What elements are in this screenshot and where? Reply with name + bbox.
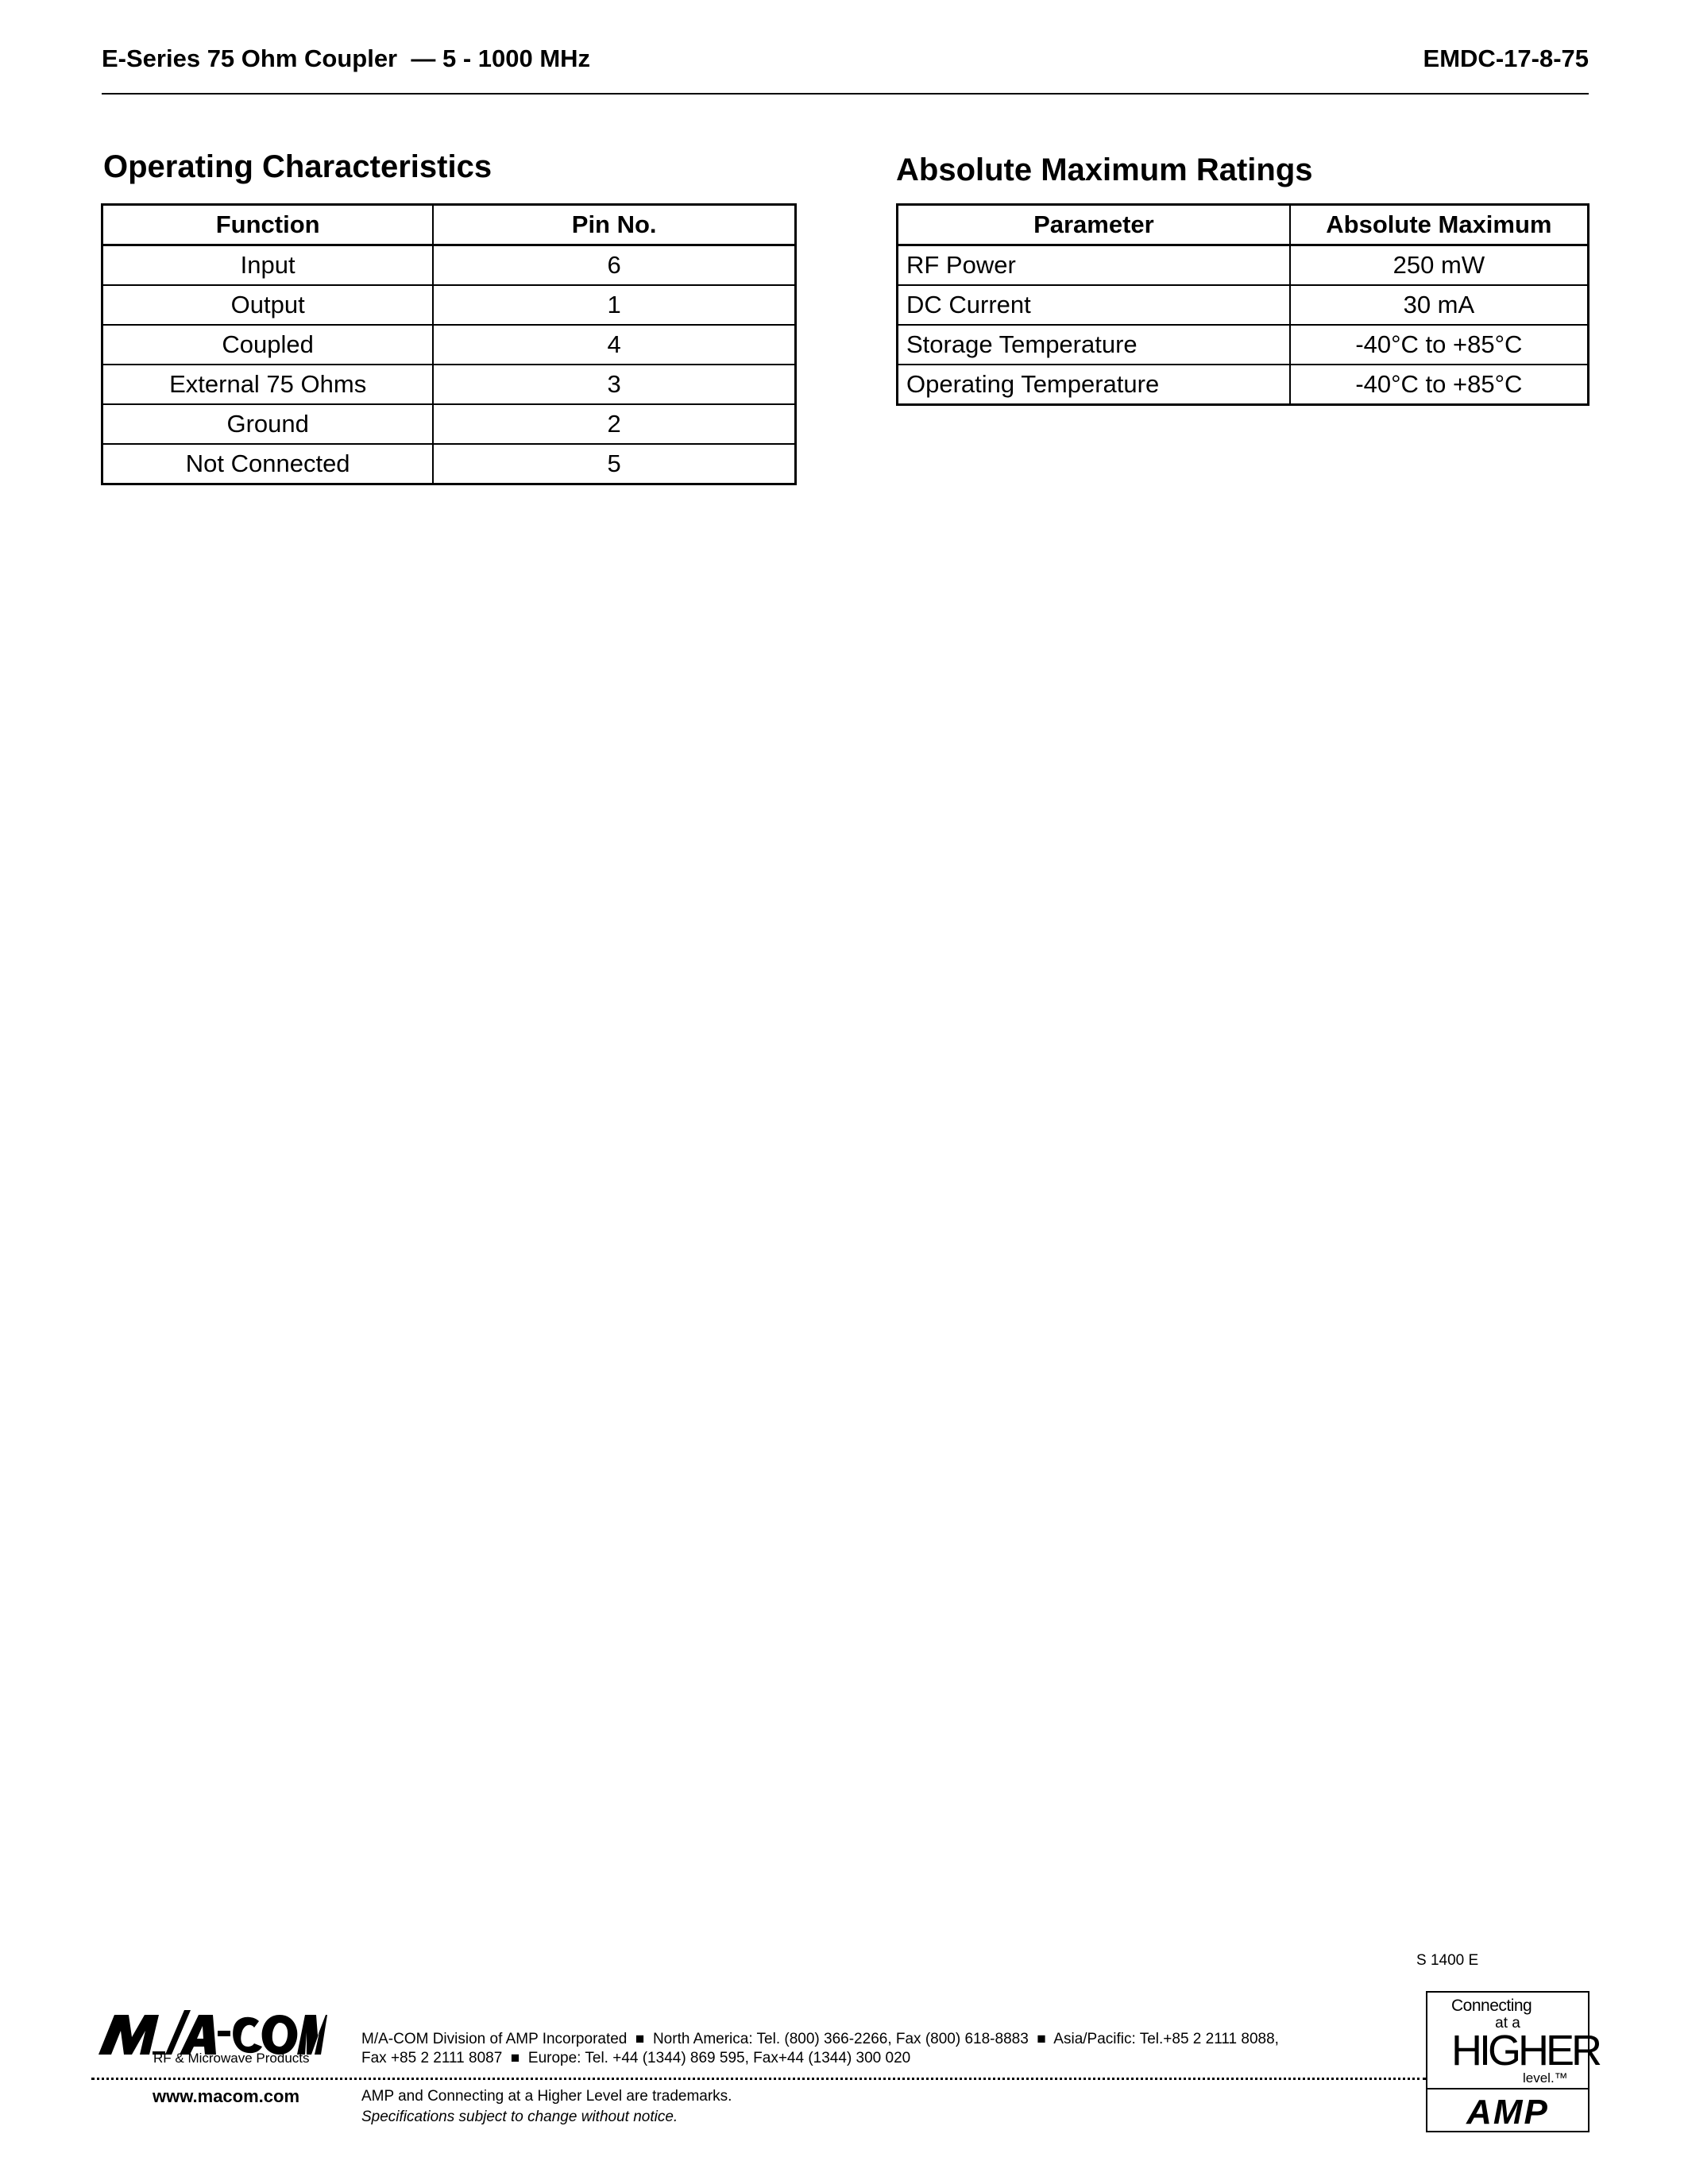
column-header-absolute-maximum: Absolute Maximum [1290,205,1589,245]
column-header-parameter: Parameter [898,205,1290,245]
function-cell: Ground [102,404,434,444]
pin-cell: 4 [433,325,795,365]
table-row [102,365,796,404]
address-line-1: M/A-COM Division of AMP Incorporated ■ North America: Tel. (800) 366-2266, Fax (800) 618-8883 ■ Asia/Pacific: Tel.+85 2 2111 8088, [361,2031,1279,2047]
table-row [898,325,1589,365]
pin-cell: 6 [433,245,795,286]
table-row [102,444,796,484]
specifications-notice: Specifications subject to change without notice. [361,2109,678,2125]
value-cell: 30 mA [1290,285,1589,325]
parameter-cell: Storage Temperature [898,325,1290,365]
value-cell: -40°C to +85°C [1290,325,1589,365]
function-cell: Coupled [102,325,434,365]
table-row [102,285,796,325]
trademark-notice: AMP and Connecting at a Higher Level are trademarks. [361,2088,732,2105]
function-cell: Not Connected [102,444,434,484]
absolute-maximum-ratings-table [896,203,1590,406]
pin-cell: 2 [433,404,795,444]
document-code: S 1400 E [1416,1952,1479,1969]
parameter-cell: DC Current [898,285,1290,325]
logo-subtitle: RF & Microwave Products [153,2051,310,2066]
logo-divider [1427,2088,1588,2089]
function-cell: External 75 Ohms [102,365,434,404]
logo-level-text: level.™ [1523,2070,1568,2086]
value-cell: -40°C to +85°C [1290,365,1589,405]
operating-characteristics-table [101,203,797,485]
table-row [102,245,796,286]
address-line-2: Fax +85 2 2111 8087 ■ Europe: Tel. +44 (1344) 869 595, Fax+44 (1344) 300 020 [361,2050,911,2066]
value-cell: 250 mW [1290,245,1589,286]
pin-cell: 1 [433,285,795,325]
function-cell: Input [102,245,434,286]
table-row [898,245,1589,286]
logo-connecting-text: Connecting [1451,1997,1532,2015]
amp-connecting-logo [1426,1991,1600,2132]
document-title: E-Series 75 Ohm Coupler — 5 - 1000 MHz [102,44,591,72]
table-row [898,365,1589,405]
parameter-cell: RF Power [898,245,1290,286]
amp-brand-text: AMP [1466,2093,1549,2132]
header-rule [102,93,1589,95]
absolute-maximum-ratings-title: Absolute Maximum Ratings [896,152,1313,187]
table-row [102,404,796,444]
website-link[interactable]: www.macom.com [153,2086,300,2106]
parameter-cell: Operating Temperature [898,365,1290,405]
column-header-pin-no: Pin No. [433,205,795,245]
operating-characteristics-title: Operating Characteristics [103,149,492,184]
pin-cell: 5 [433,444,795,484]
part-number: EMDC-17-8-75 [1423,44,1589,72]
pin-cell: 3 [433,365,795,404]
table-header-row [102,205,796,245]
page-header [102,44,1589,84]
dotted-divider [91,2078,1426,2080]
column-header-function: Function [102,205,434,245]
logo-higher-text: HIGHER [1451,2027,1600,2074]
company-address [361,2030,1279,2068]
table-row [102,325,796,365]
table-header-row [898,205,1589,245]
logo-at-a-text: at a [1495,2015,1520,2032]
function-cell: Output [102,285,434,325]
table-row [898,285,1589,325]
